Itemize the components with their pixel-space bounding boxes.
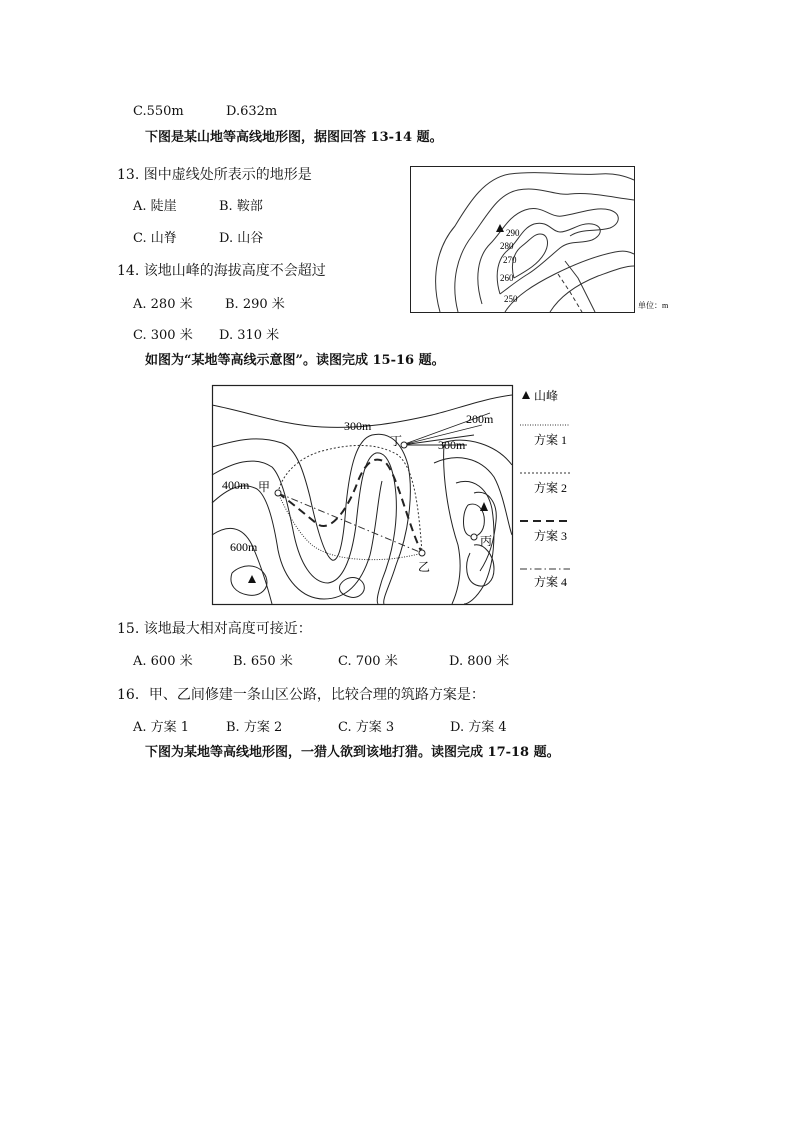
peak-icon bbox=[522, 391, 530, 399]
contour-label: 600m bbox=[230, 540, 258, 554]
q14-option-c: C. 300 米 bbox=[133, 328, 193, 343]
prev-option-d: D.632m bbox=[226, 104, 278, 119]
legend-route-2: 方案 2 bbox=[534, 481, 568, 495]
place-label: 丙 bbox=[480, 534, 493, 548]
q15-option-a: A. 600 米 bbox=[133, 654, 193, 669]
place-label: 丁 bbox=[390, 434, 403, 448]
q15-option-b: B. 650 米 bbox=[233, 654, 293, 669]
contour-label: 300m bbox=[438, 438, 466, 452]
q15-stem: 15. 该地最大相对高度可接近： bbox=[117, 621, 312, 637]
q16-option-a: A. 方案 1 bbox=[133, 720, 190, 735]
map-unit-label: 单位：m bbox=[638, 301, 669, 310]
q14-option-d: D. 310 米 bbox=[219, 328, 280, 343]
place-label: 甲 bbox=[258, 480, 271, 494]
intro-13-14: 下图是某山地等高线地形图，据图回答 13-14 题。 bbox=[145, 130, 443, 145]
q15-option-d: D. 800 米 bbox=[449, 654, 510, 669]
q14-option-b: B. 290 米 bbox=[225, 297, 285, 312]
map-legend bbox=[520, 389, 570, 589]
q16-option-c: C. 方案 3 bbox=[338, 720, 395, 735]
q14-stem: 14. 该地山峰的海拔高度不会超过 bbox=[117, 263, 326, 279]
contour-map-2 bbox=[212, 385, 582, 607]
q16-stem: 16．甲、乙间修建一条山区公路，比较合理的筑路方案是： bbox=[117, 687, 485, 703]
contour-map-1 bbox=[410, 166, 700, 316]
contour-label: 400m bbox=[222, 478, 250, 492]
contour-label: 260 bbox=[500, 273, 514, 283]
q15-option-c: C. 700 米 bbox=[338, 654, 398, 669]
intro-17-18: 下图为某地等高线地形图，一猎人欲到该地打猎。读图完成 17-18 题。 bbox=[145, 745, 560, 760]
q16-option-d: D. 方案 4 bbox=[450, 720, 507, 735]
q13-option-c: C. 山脊 bbox=[133, 231, 177, 246]
legend-route-3: 方案 3 bbox=[534, 529, 568, 543]
contour-label: 300m bbox=[344, 419, 372, 433]
q13-stem: 13. 图中虚线处所表示的地形是 bbox=[117, 167, 312, 183]
contour-label: 250 bbox=[504, 294, 518, 304]
contour-label: 290 bbox=[506, 228, 520, 238]
q13-option-b: B. 鞍部 bbox=[219, 199, 263, 214]
q16-option-b: B. 方案 2 bbox=[226, 720, 283, 735]
legend-route-1: 方案 1 bbox=[534, 433, 568, 447]
contour-label: 200m bbox=[466, 412, 494, 426]
q14-option-a: A. 280 米 bbox=[133, 297, 193, 312]
contour-label: 280 bbox=[500, 241, 514, 251]
q13-option-d: D. 山谷 bbox=[219, 231, 264, 246]
prev-option-c: C.550m bbox=[133, 104, 184, 119]
contour-label: 270 bbox=[503, 255, 517, 265]
legend-route-4: 方案 4 bbox=[534, 575, 568, 589]
intro-15-16: 如图为“某地等高线示意图”。读图完成 15-16 题。 bbox=[145, 353, 445, 368]
q13-option-a: A. 陡崖 bbox=[133, 199, 177, 214]
place-label: 乙 bbox=[418, 560, 431, 574]
legend-peak: 山峰 bbox=[534, 389, 559, 403]
